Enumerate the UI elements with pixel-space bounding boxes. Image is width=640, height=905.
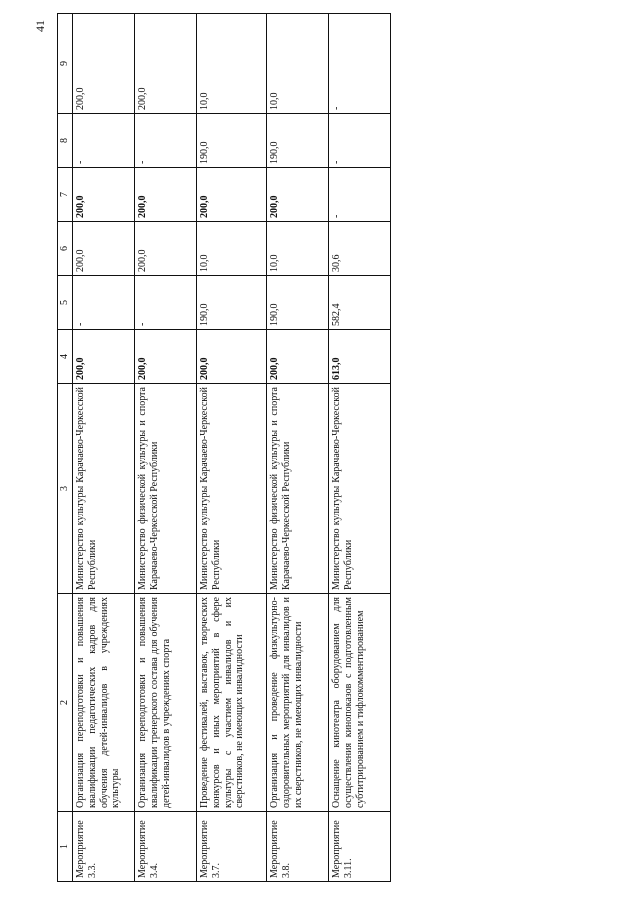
event-id: Мероприятие 3.4. [135,812,197,882]
event-id: Мероприятие 3.3. [73,812,135,882]
value-col-6: 200,0 [73,222,135,276]
event-description: Организация переподготовки и повышения квалификации педагогических кадров для обучения детей-инвалидов в учреждениях культуры [73,594,135,812]
event-executor: Министерство физической культуры и спорта Карачаево-Черкесской Республики [267,384,329,594]
value-col-6: 10,0 [267,222,329,276]
value-col-7: 200,0 [267,168,329,222]
table-row [73,14,135,882]
rotated-table-container [33,14,390,882]
value-col-6: 200,0 [135,222,197,276]
value-col-7: 200,0 [135,168,197,222]
value-col-9: 200,0 [73,14,135,114]
value-col-8: 190,0 [267,114,329,168]
header-row [58,14,73,882]
column-header-8: 8 [58,114,73,168]
value-col-7: 200,0 [197,168,267,222]
event-description: Оснащение кинотеатра оборудованием для осуществления кинопоказов с подготовленным субтитрированием и тифлокомментированием [329,594,391,812]
budget-table [57,13,391,882]
event-executor: Министерство физической культуры и спорта Карачаево-Черкесской Республики [135,384,197,594]
column-header-9: 9 [58,14,73,114]
value-col-4: 200,0 [267,330,329,384]
value-col-6: 30,6 [329,222,391,276]
event-executor: Министерство культуры Карачаево-Черкесской Республики [197,384,267,594]
value-col-5: 190,0 [197,276,267,330]
event-executor: Министерство культуры Карачаево-Черкесской Республики [329,384,391,594]
value-col-8: - [73,114,135,168]
table-row [329,14,391,882]
table-row [267,14,329,882]
column-header-7: 7 [58,168,73,222]
column-header-5: 5 [58,276,73,330]
column-header-6: 6 [58,222,73,276]
value-col-7: - [329,168,391,222]
event-description: Организация переподготовки и повышения квалификации тренерского состава для обучения детей-инвалидов в учреждениях спорта [135,594,197,812]
event-description: Организация и проведение физкультурно-оздоровительных мероприятий для инвалидов и их сверстников, не имеющих инвалидности [267,594,329,812]
value-col-9: - [329,14,391,114]
value-col-7: 200,0 [73,168,135,222]
value-col-4: 200,0 [73,330,135,384]
column-header-3: 3 [58,384,73,594]
value-col-5: - [73,276,135,330]
value-col-4: 613,0 [329,330,391,384]
column-header-2: 2 [58,594,73,812]
value-col-5: 190,0 [267,276,329,330]
event-description: Проведение фестивалей, выставок, творческих конкурсов и иных мероприятий в сфере культуры с участием инвалидов и их сверстников, не имеющих инвалидности [197,594,267,812]
value-col-9: 200,0 [135,14,197,114]
value-col-8: 190,0 [197,114,267,168]
table-row [135,14,197,882]
column-header-4: 4 [58,330,73,384]
event-id: Мероприятие 3.7. [197,812,267,882]
column-header-1: 1 [58,812,73,882]
value-col-5: - [135,276,197,330]
value-col-4: 200,0 [197,330,267,384]
value-col-5: 582,4 [329,276,391,330]
value-col-6: 10,0 [197,222,267,276]
page-number: 41 [33,20,47,32]
value-col-9: 10,0 [197,14,267,114]
value-col-8: - [135,114,197,168]
value-col-9: 10,0 [267,14,329,114]
event-executor: Министерство культуры Карачаево-Черкесской Республики [73,384,135,594]
value-col-4: 200,0 [135,330,197,384]
event-id: Мероприятие 3.11. [329,812,391,882]
table-row [197,14,267,882]
event-id: Мероприятие 3.8. [267,812,329,882]
value-col-8: - [329,114,391,168]
